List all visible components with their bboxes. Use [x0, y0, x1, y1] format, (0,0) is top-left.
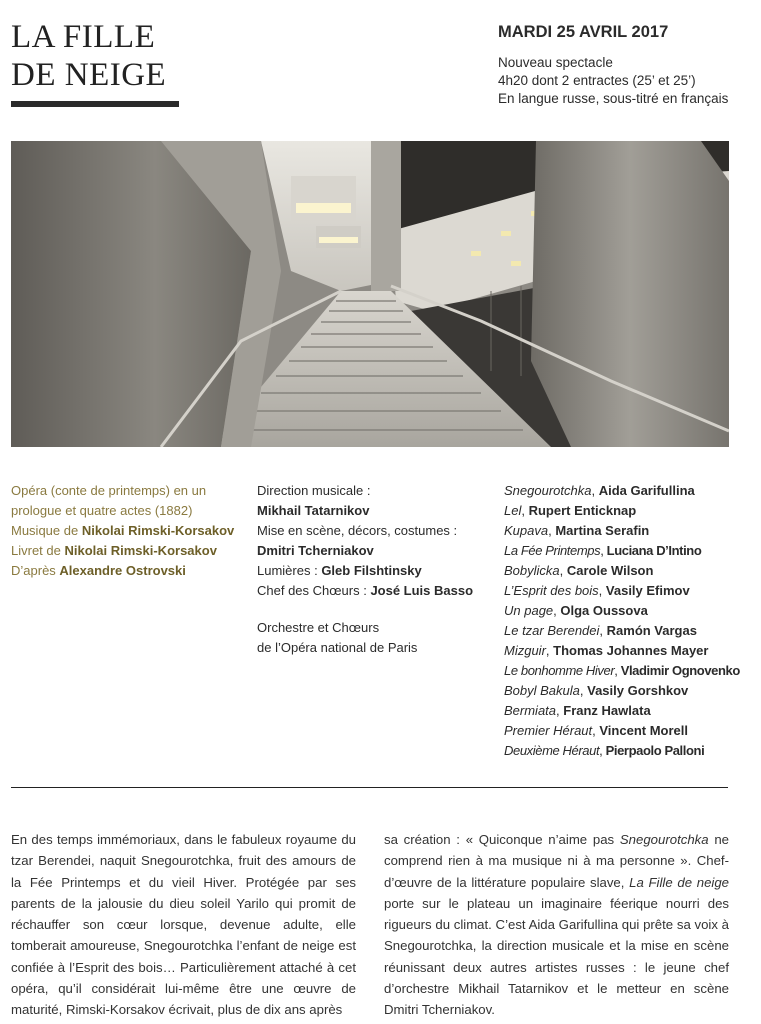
cast-singer: Pierpaolo Palloni: [605, 743, 705, 758]
conductor-name-text: Mikhail Tatarnikov: [257, 503, 370, 518]
duration-text: 4h20 dont 2 entractes (25’ et 25’): [498, 73, 696, 88]
cast-singer: Luciana D’Intino: [606, 543, 702, 558]
language-text: En langue russe, sous-titré en français: [498, 91, 729, 106]
synopsis-right-part-1: sa création : « Quiconque n’aime pas: [384, 832, 620, 847]
chorus-label: Chef des Chœurs :: [257, 583, 371, 598]
cast-row: [504, 541, 749, 561]
lighting-label: Lumières :: [257, 563, 322, 578]
staircase-illustration: [11, 141, 729, 447]
cast-singer: Thomas Johannes Mayer: [553, 643, 709, 658]
cast-row: [504, 581, 749, 601]
cast-separator: ,: [559, 563, 567, 578]
cast-role: Bermiata: [504, 703, 557, 718]
conductor-label: Direction musicale :: [257, 483, 371, 498]
cast-separator: ,: [556, 703, 564, 718]
cast-singer: Ramón Vargas: [606, 623, 697, 638]
cast-role: Snegourotchka: [504, 483, 592, 498]
libretto-line: [11, 541, 241, 561]
synopsis-column-left: En des temps immémoriaux, dans le fabuleux royaume du tzar Berendei, naquit Snegourotchka, fruit des amours de la Fée Printemps et du vieil Hiver. Protégée par ses parents de la jalousie du dieu soleil Yarilo qui promit de réchauffer son cœur lorsque, devenue adulte, elle tomberait amoureuse, Snegourotchka l’enfant de neige est confiée à l’Esprit des bois… Particulièrement attaché à cet opéra, qu’il considérait lui-même être une œuvre de maturité, Rimski-Korsakov écrivait, plus de dix ans après: [11, 832, 356, 1018]
status-text: Nouveau spectacle: [498, 55, 613, 70]
cast-singer: Vladimir Ognovenko: [620, 663, 740, 678]
source-author-name: Alexandre Ostrovski: [59, 563, 186, 578]
title-line-2: DE NEIGE: [11, 57, 167, 93]
performance-date: MARDI 25 AVRIL 2017: [498, 23, 669, 41]
cast-singer: Aida Garifullina: [598, 483, 695, 498]
cast-role: La Fée Printemps: [504, 543, 601, 558]
cast-separator: ,: [599, 743, 606, 758]
source-line: [11, 561, 241, 581]
synopsis-italic-title-1: Snegourotchka: [619, 832, 709, 847]
credits-spacer: [257, 601, 487, 618]
orchestra-line-1: Orchestre et Chœurs: [257, 620, 380, 635]
title-line-1: LA FILLE: [11, 19, 156, 55]
production-credits: [257, 481, 487, 658]
cast-row: [504, 641, 749, 661]
cast-role: Le bonhomme Hiver: [504, 663, 615, 678]
synopsis-column-right: [384, 829, 729, 1021]
composer-label: Musique de: [11, 523, 82, 538]
cast-separator: ,: [600, 543, 607, 558]
cast-row: [504, 741, 749, 761]
cast-row: [504, 601, 749, 621]
genre-line-1: Opéra (conte de printemps) en un: [11, 483, 207, 498]
cast-list: [504, 481, 749, 761]
cast-role: Premier Héraut: [504, 723, 593, 738]
work-info: [11, 481, 241, 581]
cast-row: [504, 481, 749, 501]
cast-singer: Franz Hawlata: [563, 703, 651, 718]
cast-separator: ,: [614, 663, 621, 678]
cast-singer: Martina Serafin: [555, 523, 650, 538]
cast-row: [504, 561, 749, 581]
lighting-line: [257, 561, 487, 581]
cast-row: [504, 501, 749, 521]
cast-role: Bobyl Bakula: [504, 683, 580, 698]
composer-line: [11, 521, 241, 541]
staging-name: [257, 541, 487, 561]
staging-name-text: Dmitri Tcherniakov: [257, 543, 374, 558]
cast-role: Un page: [504, 603, 554, 618]
cast-singer: Rupert Enticknap: [528, 503, 637, 518]
staging-label: Mise en scène, décors, costumes :: [257, 523, 458, 538]
section-divider: [11, 787, 728, 788]
title-underline: [11, 101, 179, 107]
lighting-name: Gleb Filshtinsky: [321, 563, 422, 578]
cast-row: [504, 721, 749, 741]
cast-separator: ,: [591, 483, 599, 498]
cast-separator: ,: [592, 723, 600, 738]
cast-separator: ,: [521, 503, 529, 518]
libretto-label: Livret de: [11, 543, 65, 558]
page-title: [11, 18, 211, 94]
cast-singer: Carole Wilson: [566, 563, 654, 578]
cast-role: Lel: [504, 503, 522, 518]
cast-separator: ,: [545, 643, 554, 658]
cast-singer: Vasily Gorshkov: [587, 683, 689, 698]
cast-row: [504, 621, 749, 641]
cast-role: Deuxième Héraut: [504, 743, 600, 758]
cast-singer: Vincent Morell: [599, 723, 688, 738]
cast-separator: ,: [579, 683, 588, 698]
orchestra-line-2: de l’Opéra national de Paris: [257, 640, 418, 655]
cast-role: Le tzar Berendei: [504, 623, 600, 638]
cast-row: [504, 521, 749, 541]
cast-row: [504, 681, 749, 701]
opera-staircase-photo: [11, 141, 729, 447]
cast-separator: ,: [548, 523, 556, 538]
cast-singer: Vasily Efimov: [605, 583, 690, 598]
synopsis-right-part-3: porte sur le plateau un imaginaire féerique nourri des rigueurs du climat. C’est Aida Garifullina qui prête sa voix à Snegourotchka, la direction musicale et la mise en scène réunissant deux autres artistes russes : le jeune chef d’orchestre Mikhail Tatarnikov et le metteur en scène Dmitri Tcherniakov.: [384, 895, 729, 1018]
cast-role: Mizguir: [504, 643, 546, 658]
cast-separator: ,: [553, 603, 561, 618]
cast-role: Bobylicka: [504, 563, 560, 578]
chorus-line: [257, 581, 487, 601]
cast-row: [504, 661, 749, 681]
librettist-name: Nikolai Rimski-Korsakov: [64, 543, 217, 558]
genre-line-2: prologue et quatre actes (1882): [11, 503, 193, 518]
cast-separator: ,: [599, 623, 607, 638]
cast-role: L’Esprit des bois: [504, 583, 599, 598]
cast-role: Kupava: [504, 523, 549, 538]
chorus-master-name: José Luis Basso: [370, 583, 474, 598]
source-label: D’après: [11, 563, 60, 578]
synopsis-right-part-2: ne comprend rien à ma musique ni à ma personne ». Chef-d’œuvre de la littérature populaire slave,: [384, 832, 729, 890]
cast-separator: ,: [598, 583, 606, 598]
synopsis-italic-title-2: La Fille de neige: [629, 874, 729, 890]
composer-name: Nikolai Rimski-Korsakov: [81, 523, 235, 538]
performance-info: [498, 22, 748, 108]
conductor-name: [257, 501, 487, 521]
cast-row: [504, 701, 749, 721]
cast-singer: Olga Oussova: [560, 603, 648, 618]
